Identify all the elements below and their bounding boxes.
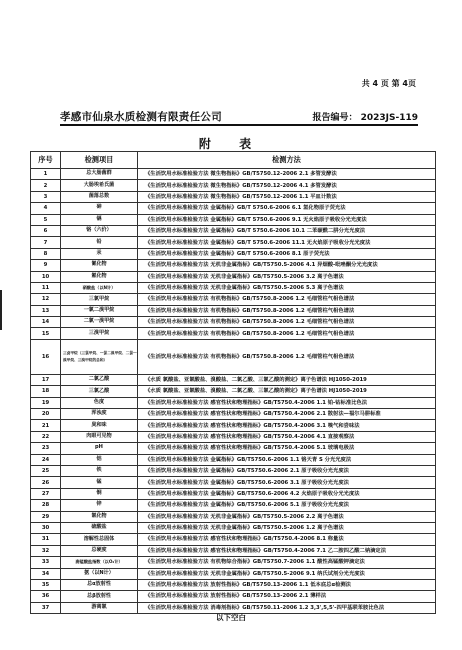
test-method: 《生活饮用水标准检验方法 金属指标》GB/T5750.6-2006 1.1 铬天青 S 分光光度法 [138, 454, 436, 465]
row-number: 1 [31, 169, 61, 180]
row-number: 25 [31, 465, 61, 476]
row-number: 26 [31, 477, 61, 488]
test-item: 浑浊度 [61, 409, 138, 420]
company-name: 孝感市仙泉水质检测有限责任公司 [60, 111, 222, 123]
test-item: 氟化物 [61, 271, 138, 282]
test-method: 《生活饮用水标准检验方法 金属指标》GB/T5750.6-2006 4.2 火焰原子吸收分光光度法 [138, 488, 436, 499]
table-row [31, 522, 436, 533]
test-item: 氰化物 [61, 260, 138, 271]
table-row [31, 591, 436, 602]
test-item: 三氯甲烷 [61, 294, 138, 305]
test-method: 《生活饮用水标准检验方法 感官性状和物理指标》GB/T5750.4-2006 8.1 称量法 [138, 534, 436, 545]
table-row [31, 568, 436, 579]
test-method: 《生活饮用水标准检验方法 微生物指标》GB/T5750.12-2006 2.1 多管发酵法 [138, 169, 436, 180]
test-method: 《水质 氯酸盐、亚氯酸盐、溴酸盐、二氯乙酸、三氯乙酸的测定》离子色谱法 HJ1050-2019 [138, 374, 436, 385]
row-number: 14 [31, 317, 61, 328]
table-row [31, 454, 436, 465]
test-method: 《生活饮用水标准检验方法 微生物指标》GB/T5750.12-2006 1.1 平皿计数法 [138, 191, 436, 202]
test-item: 三氯乙酸 [61, 386, 138, 397]
test-item: 砷 [61, 203, 138, 214]
row-number: 17 [31, 374, 61, 385]
test-item: 总α放射性 [61, 579, 138, 590]
test-method: 《生活饮用水标准检验方法 无机非金属指标》GB/T5750.5-2006 5.3 离子色谱法 [138, 282, 436, 293]
test-method: 《生活饮用水标准检验方法 有机物指标》GB/T5750.8-2006 1.2 毛细管柱气相色谱法 [138, 294, 436, 305]
test-item: 铜 [61, 488, 138, 499]
table-row [31, 237, 436, 248]
test-item: 铅 [61, 237, 138, 248]
row-number: 22 [31, 431, 61, 442]
test-method: 《生活饮用水标准检验方法 感官性状和物理指标》GB/T5750.4-2006 3.1 嗅气和尝味法 [138, 420, 436, 431]
test-item: 一氯二溴甲烷 [61, 305, 138, 316]
row-number: 3 [31, 191, 61, 202]
row-number: 20 [31, 409, 61, 420]
test-item: 二氯一溴甲烷 [61, 317, 138, 328]
test-method: 《生活饮用水标准检验方法 无机非金属指标》GB/T5750.5-2006 9.1 纳氏试剂分光光度法 [138, 568, 436, 579]
header-item: 检测项目 [61, 152, 138, 169]
table-body [31, 169, 436, 614]
row-number: 34 [31, 568, 61, 579]
table-row [31, 431, 436, 442]
table-row [31, 339, 436, 374]
test-method: 《生活饮用水标准检验方法 微生物指标》GB/T5750.12-2006 4.1 多管发酵法 [138, 180, 436, 191]
report-header [60, 108, 418, 126]
table-row [31, 214, 436, 225]
test-method: 《生活饮用水标准检验方法 金属指标》GB/T 5750.6-2006 10.1 二苯碳酰二肼分光光度法 [138, 225, 436, 236]
test-item: 三溴甲烷 [61, 328, 138, 339]
test-item: 总硬度 [61, 545, 138, 556]
row-number: 33 [31, 557, 61, 568]
table-row [31, 500, 436, 511]
row-number: 18 [31, 386, 61, 397]
table-row [31, 557, 436, 568]
test-method: 《生活饮用水标准检验方法 感官性状和物理指标》GB/T5750.4-2006 2.1 散射法—福尔马肼标准 [138, 409, 436, 420]
test-item: 铝 [61, 454, 138, 465]
table-row [31, 203, 436, 214]
row-number: 16 [31, 339, 61, 374]
header-method: 检测方法 [138, 152, 436, 169]
report-number: 报告编号： 2023JS-119 [312, 113, 418, 123]
table-row [31, 374, 436, 385]
test-method: 《生活饮用水标准检验方法 消毒剂指标》GB/T5750.11-2006 1.2 3,3',5,5'-四甲基联苯胺比色法 [138, 602, 436, 613]
test-method: 《生活饮用水标准检验方法 无机非金属指标》GB/T5750.5-2006 4.1 异烟酸-吡唑酮分光光度法 [138, 260, 436, 271]
row-number: 30 [31, 522, 61, 533]
table-row [31, 282, 436, 293]
test-method: 《生活饮用水标准检验方法 无机非金属指标》GB/T5750.5-2006 1.2 离子色谱法 [138, 522, 436, 533]
row-number: 28 [31, 500, 61, 511]
test-method: 《生活饮用水标准检验方法 放射性指标》GB/T5750.13-2006 2.1 薄样法 [138, 591, 436, 602]
table-row [31, 180, 436, 191]
test-item: 肉眼可见物 [61, 431, 138, 442]
table-row [31, 294, 436, 305]
row-number: 5 [31, 214, 61, 225]
test-method: 《生活饮用水标准检验方法 感官性状和物理指标》GB/T5750.4-2006 5.1 玻璃电极法 [138, 443, 436, 454]
test-method: 《生活饮用水标准检验方法 金属指标》GB/T5750.6-2006 3.1 原子吸收分光光度法 [138, 477, 436, 488]
row-number: 7 [31, 237, 61, 248]
test-item: 菌落总数 [61, 191, 138, 202]
test-item: 总大肠菌群 [61, 169, 138, 180]
test-item: 总β放射性 [61, 591, 138, 602]
row-number: 8 [31, 248, 61, 259]
appendix-title: 附 表 [198, 137, 264, 151]
table-row [31, 397, 436, 408]
table-row [31, 260, 436, 271]
test-method: 《生活饮用水标准检验方法 感官性状和物理指标》GB/T5750.4-2006 7.1 乙二胺四乙酸二钠滴定法 [138, 545, 436, 556]
test-item: 锌 [61, 500, 138, 511]
test-item: 镉 [61, 214, 138, 225]
table-row [31, 511, 436, 522]
end-of-page-note: 以下空白 [216, 613, 246, 622]
table-row [31, 386, 436, 397]
test-item: pH [61, 443, 138, 454]
row-number: 11 [31, 282, 61, 293]
test-item: 溶解性总固体 [61, 534, 138, 545]
table-row [31, 271, 436, 282]
test-item: 大肠埃希氏菌 [61, 180, 138, 191]
test-item: 氨（以N计） [61, 568, 138, 579]
test-method: 《生活饮用水标准检验方法 有机物指标》GB/T5750.8-2006 1.2 毛细管柱气相色谱法 [138, 328, 436, 339]
row-number: 21 [31, 420, 61, 431]
row-number: 13 [31, 305, 61, 316]
table-row [31, 420, 436, 431]
test-item: 汞 [61, 248, 138, 259]
table-row [31, 328, 436, 339]
test-item: 三卤甲烷（三氯甲烷、一氯二溴甲烷、二氯一溴甲烷、三溴甲烷的总和） [61, 339, 138, 374]
test-methods-table [30, 151, 436, 614]
table-row [31, 477, 436, 488]
table-row [31, 545, 436, 556]
row-number: 4 [31, 203, 61, 214]
row-number: 9 [31, 260, 61, 271]
test-method: 《生活饮用水标准检验方法 金属指标》GB/T5750.6-2006 5.1 原子吸收分光光度法 [138, 500, 436, 511]
test-method: 《生活饮用水标准检验方法 无机非金属指标》GB/T5750.5-2006 3.2 离子色谱法 [138, 271, 436, 282]
test-item: 臭和味 [61, 420, 138, 431]
test-item: 铬（六价） [61, 225, 138, 236]
test-method: 《生活饮用水标准检验方法 金属指标》GB/T5750.6-2006 2.1 原子吸收分光光度法 [138, 465, 436, 476]
test-item: 氯化物 [61, 511, 138, 522]
test-item: 色度 [61, 397, 138, 408]
row-number: 23 [31, 443, 61, 454]
row-number: 32 [31, 545, 61, 556]
table-row [31, 409, 436, 420]
row-number: 27 [31, 488, 61, 499]
row-number: 36 [31, 591, 61, 602]
row-number: 24 [31, 454, 61, 465]
row-number: 10 [31, 271, 61, 282]
test-method: 《生活饮用水标准检验方法 有机物综合指标》GB/T5750.7-2006 1.1 酸性高锰酸钾滴定法 [138, 557, 436, 568]
table-row [31, 248, 436, 259]
table-row [31, 305, 436, 316]
table-row [31, 191, 436, 202]
table-row [31, 443, 436, 454]
test-item: 游离氯 [61, 602, 138, 613]
table-row [31, 579, 436, 590]
test-method: 《生活饮用水标准检验方法 感官性状和物理指标》GB/T5750.4-2006 4.1 直接观察法 [138, 431, 436, 442]
table-row [31, 465, 436, 476]
row-number: 15 [31, 328, 61, 339]
test-item: 锰 [61, 477, 138, 488]
table-row [31, 169, 436, 180]
row-number: 2 [31, 180, 61, 191]
test-method: 《生活饮用水标准检验方法 金属指标》GB/T 5750.6-2006 9.1 无火焰原子吸收分光光度法 [138, 214, 436, 225]
row-number: 35 [31, 579, 61, 590]
test-item: 硫酸盐 [61, 522, 138, 533]
test-item: 二氯乙酸 [61, 374, 138, 385]
test-method: 《生活饮用水标准检验方法 金属指标》GB/T 5750.6-2006 11.1 无火焰原子吸收分光光度法 [138, 237, 436, 248]
table-row [31, 225, 436, 236]
test-method: 《水质 氯酸盐、亚氯酸盐、溴酸盐、二氯乙酸、三氯乙酸的测定》离子色谱法 HJ1050-2019 [138, 386, 436, 397]
table-row [31, 317, 436, 328]
test-method: 《生活饮用水标准检验方法 放射性指标》GB/T5750.13-2006 1.1 低本底总α检测法 [138, 579, 436, 590]
test-method: 《生活饮用水标准检验方法 有机物指标》GB/T5750.8-2006 1.2 毛细管柱气相色谱法 [138, 317, 436, 328]
test-method: 《生活饮用水标准检验方法 感官性状和物理指标》GB/T5750.4-2006 1.1 铂-钴标准比色法 [138, 397, 436, 408]
row-number: 6 [31, 225, 61, 236]
test-item: 高锰酸盐指数（以O₂计） [61, 557, 138, 568]
test-method: 《生活饮用水标准检验方法 有机物指标》GB/T5750.8-2006 1.2 毛细管柱气相色谱法 [138, 305, 436, 316]
row-number: 29 [31, 511, 61, 522]
test-method: 《生活饮用水标准检验方法 金属指标》GB/T 5750.6-2006 8.1 原子荧光法 [138, 248, 436, 259]
table-header-row [31, 152, 436, 169]
row-number: 19 [31, 397, 61, 408]
table-row [31, 534, 436, 545]
test-method: 《生活饮用水标准检验方法 有机物指标》GB/T5750.8-2006 1.2 毛细管柱气相色谱法 [138, 339, 436, 374]
test-item: 硝酸盐（以N计） [61, 282, 138, 293]
test-method: 《生活饮用水标准检验方法 无机非金属指标》GB/T5750.5-2006 2.2 离子色谱法 [138, 511, 436, 522]
table-row [31, 488, 436, 499]
row-number: 37 [31, 602, 61, 613]
header-no: 序号 [31, 152, 61, 169]
test-method: 《生活饮用水标准检验方法 金属指标》GB/T 5750.6-2006 6.1 氢化物原子荧光法 [138, 203, 436, 214]
page-number: 共 4 页 第 4页 [361, 79, 416, 88]
test-item: 铁 [61, 465, 138, 476]
binding-edge-mark [0, 290, 2, 330]
row-number: 31 [31, 534, 61, 545]
row-number: 12 [31, 294, 61, 305]
